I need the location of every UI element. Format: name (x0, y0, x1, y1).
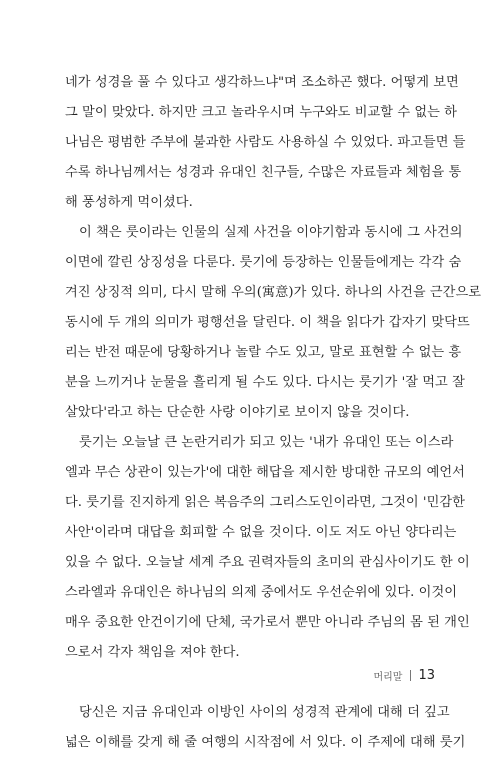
text-line: 리는 반전 때문에 당황하거나 놀랄 수도 있고, 말로 표현할 수 없는 흥 (65, 345, 462, 360)
body-text (65, 68, 482, 758)
text-line: 겨진 상징적 의미, 다시 말해 우의(寓意)가 있다. 하나의 사건을 근간으로 (65, 285, 482, 300)
text-line: 넓은 이해를 갖게 해 줄 여행의 시작점에 서 있다. 이 주제에 대해 룻기 (65, 735, 466, 750)
text-line: 분을 느끼거나 눈물을 흘리게 될 수도 있다. 다시는 룻기가 '잘 먹고 잘 (65, 375, 465, 390)
text-line: 매우 중요한 안건이기에 단체, 국가로서 뿐만 아니라 주님의 몸 된 개인 (65, 615, 470, 630)
text-line: 룻기는 오늘날 큰 논란거리가 되고 있는 '내가 유대인 또는 이스라 (79, 435, 454, 450)
page-number: 13 (418, 667, 435, 683)
text-line: 해 풍성하게 먹이셨다. (65, 195, 193, 210)
text-line: 있을 수 없다. 오늘날 세계 주요 권력자들의 초미의 관심사이기도 한 이 (65, 555, 470, 570)
text-line: 수록 하나님께서는 성경과 유대인 친구들, 수많은 자료들과 체험을 통 (65, 165, 462, 180)
running-head: 머리말 (373, 671, 403, 683)
text-line: 나님은 평범한 주부에 불과한 사람도 사용하실 수 있었다. 파고들면 들 (65, 135, 466, 150)
text-line: 스라엘과 유대인은 하나님의 의제 중에서도 우선순위에 있다. 이것이 (65, 585, 458, 600)
page-footer (373, 665, 435, 685)
text-line: 이 책은 룻이라는 인물의 실제 사건을 이야기함과 동시에 그 사건의 (79, 225, 463, 240)
text-line: 다. 룻기를 진지하게 읽은 복음주의 그리스도인이라면, 그것이 '민감한 (65, 495, 465, 510)
text-line: 이면에 깔린 상징성을 다룬다. 룻기에 등장하는 인물들에게는 각각 숨 (65, 255, 462, 270)
text-line: 사안'이라며 대답을 회피할 수 없을 것이다. 이도 저도 아닌 양다리는 (65, 525, 457, 540)
footer-divider (410, 670, 411, 681)
text-line: 엘과 무슨 상관이 있는가'에 대한 해답을 제시한 방대한 규모의 예언서 (65, 465, 465, 480)
text-line: 당신은 지금 유대인과 이방인 사이의 성경적 관계에 대해 더 깊고 (79, 705, 450, 720)
text-line: 으로서 각자 책임을 져야 한다. (65, 645, 240, 660)
text-line: 네가 성경을 풀 수 있다고 생각하느냐"며 조소하곤 했다. 어떻게 보면 (65, 75, 459, 90)
text-line: 살았다'라고 하는 단순한 사랑 이야기로 보이지 않을 것이다. (65, 405, 410, 420)
text-line: 그 말이 맞았다. 하지만 크고 놀라우시며 누구와도 비교할 수 없는 하 (65, 105, 457, 120)
text-line: 동시에 두 개의 의미가 평행선을 달린다. 이 책을 읽다가 갑자기 맞닥뜨 (65, 315, 470, 330)
